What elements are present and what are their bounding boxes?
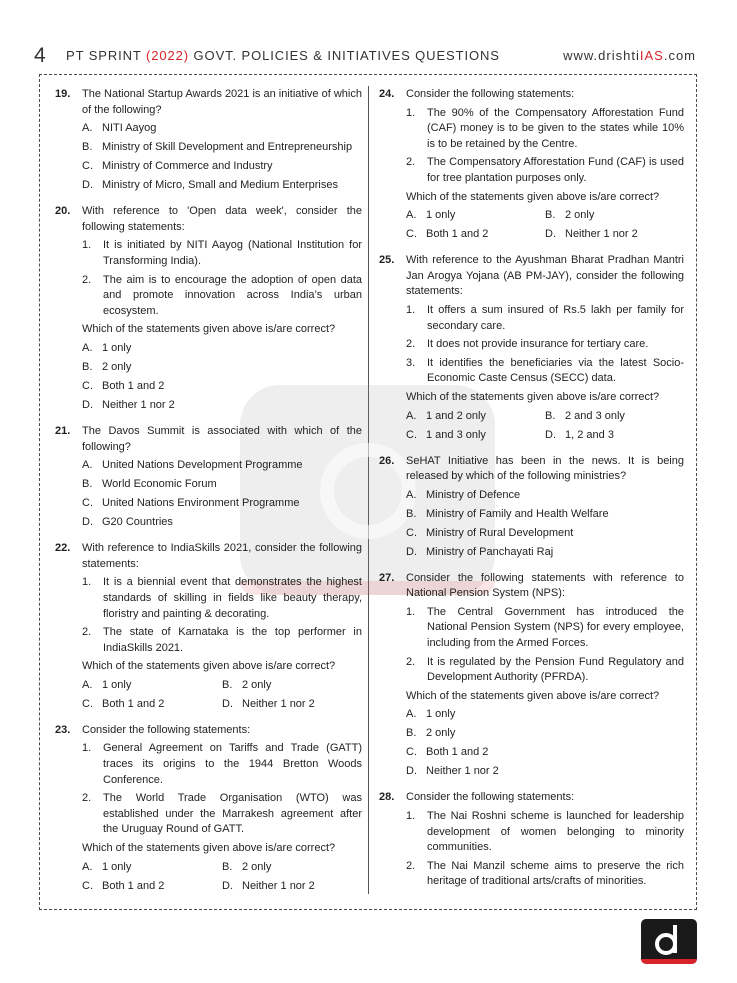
option-a[interactable]: A. Ministry of Defence	[406, 488, 521, 501]
option-c[interactable]: C. Both 1 and 2	[82, 697, 165, 710]
options-list	[82, 458, 362, 534]
option-b[interactable]: B. 2 only	[222, 860, 272, 873]
question-prompt: Which of the statements given above is/are correct?	[82, 660, 336, 673]
question-prompt: Which of the statements given above is/are correct?	[406, 390, 660, 403]
options-list	[406, 409, 684, 447]
statement-2: 2. The state of Karnataka is the top performer in IndiaSkills 2021.	[82, 626, 362, 654]
question-number: 23.	[55, 723, 71, 736]
option-c[interactable]: C. United Nations Environment Programme	[82, 497, 300, 510]
statement-2: 2. The World Trade Organisation (WTO) was established under the Marrakesh agreement after the Uruguay Round of GATT.	[82, 792, 362, 836]
question-prompt: Which of the statements given above is/are correct?	[406, 689, 660, 702]
question-21	[55, 424, 362, 534]
question-number: 21.	[55, 424, 71, 437]
statement-3: 3. It identifies the beneficiaries via the latest Socio-Economic Caste Census (SECC) data.	[406, 356, 684, 385]
option-c[interactable]: C. Both 1 and 2	[406, 746, 489, 759]
column-divider	[368, 86, 369, 894]
option-a[interactable]: A. NITI Aayog	[82, 122, 157, 135]
statement-1: 1. The 90% of the Compensatory Afforestation Fund (CAF) money is to be given to the states while 10% is to be retained by the Centre.	[406, 106, 684, 150]
question-stem: The National Startup Awards 2021 is an initiative of which of the following?	[82, 88, 362, 116]
question-22	[55, 541, 362, 716]
option-d[interactable]: D. Ministry of Micro, Small and Medium Enterprises	[82, 179, 338, 192]
title-year: (2022)	[146, 48, 190, 63]
question-stem: The Davos Summit is associated with which of the following?	[82, 424, 362, 453]
option-c[interactable]: C. 1 and 3 only	[406, 428, 486, 441]
statement-1: 1. It is initiated by NITI Aayog (National Institution for Transforming India).	[82, 239, 362, 267]
option-b[interactable]: B. 2 only	[222, 678, 272, 691]
question-number: 28.	[379, 791, 395, 804]
question-number: 26.	[379, 454, 395, 467]
option-b[interactable]: B. Ministry of Skill Development and Entrepreneurship	[82, 141, 353, 154]
question-23	[55, 723, 362, 898]
statement-2: 2. The Compensatory Afforestation Fund (CAF) is used for tree plantation purposes only.	[406, 156, 684, 184]
option-a[interactable]: A. 1 only	[406, 209, 456, 222]
option-a[interactable]: A. 1 only	[82, 860, 132, 873]
page-header	[34, 40, 702, 68]
option-b[interactable]: B. 2 only	[82, 360, 132, 373]
options-list	[82, 341, 362, 417]
statement-2: 2. It is regulated by the Pension Fund Regulatory and Development Authority (PFRDA).	[406, 655, 684, 684]
question-number: 25.	[379, 254, 395, 267]
drishti-d-logo-icon	[641, 919, 697, 964]
question-prompt: Which of the statements given above is/are correct?	[406, 190, 660, 203]
option-c[interactable]: C. Ministry of Commerce and Industry	[82, 160, 273, 173]
options-list	[82, 860, 362, 898]
option-d[interactable]: D. 1, 2 and 3	[545, 428, 614, 441]
statement-1: 1. It offers a sum insured of Rs.5 lakh per family for secondary care.	[406, 303, 684, 332]
option-a[interactable]: A. 1 and 2 only	[406, 409, 486, 422]
option-c[interactable]: C. Both 1 and 2	[82, 379, 165, 392]
question-25	[379, 253, 684, 446]
question-number: 27.	[379, 571, 395, 584]
option-b[interactable]: B. 2 and 3 only	[545, 409, 625, 422]
option-b[interactable]: B. Ministry of Family and Health Welfare	[406, 507, 609, 520]
left-column	[55, 87, 362, 905]
option-a[interactable]: A. United Nations Development Programme	[82, 459, 303, 472]
question-19	[55, 87, 362, 197]
question-stem: With reference to the Ayushman Bharat Pradhan Mantri Jan Arogya Yojana (AB PM-JAY), consider the following statements:	[406, 254, 684, 298]
option-b[interactable]: B. World Economic Forum	[82, 478, 217, 491]
option-d[interactable]: D. Neither 1 nor 2	[222, 879, 315, 892]
question-prompt: Which of the statements given above is/are correct?	[82, 323, 336, 336]
question-24	[379, 87, 684, 246]
options-list	[406, 488, 684, 564]
options-list	[82, 121, 362, 197]
option-a[interactable]: A. 1 only	[406, 708, 456, 721]
question-number: 20.	[55, 205, 71, 218]
option-c[interactable]: C. Both 1 and 2	[406, 228, 489, 241]
question-stem: Consider the following statements:	[406, 791, 575, 804]
option-d[interactable]: D. Neither 1 nor 2	[222, 697, 315, 710]
question-stem: Consider the following statements:	[406, 88, 575, 100]
option-c[interactable]: C. Both 1 and 2	[82, 879, 165, 892]
option-d[interactable]: D. Neither 1 nor 2	[406, 765, 499, 778]
option-d[interactable]: D. Neither 1 nor 2	[82, 398, 175, 411]
option-a[interactable]: A. 1 only	[82, 678, 132, 691]
page-title: PT SPRINT (2022) GOVT. POLICIES & INITIATIVES QUESTIONS	[66, 48, 500, 63]
option-d[interactable]: D. G20 Countries	[82, 516, 173, 529]
question-number: 19.	[55, 88, 71, 100]
right-column	[379, 87, 684, 897]
question-stem: With reference to 'Open data week', consider the following statements:	[82, 205, 362, 233]
statement-1: 1. The Central Government has introduced the National Pension System (NPS) for every employee, including from the Armed Forces.	[406, 605, 684, 650]
option-d[interactable]: D. Ministry of Panchayati Raj	[406, 545, 554, 558]
question-stem: SeHAT Initiative has been in the news. It is being released by which of the following ministries?	[406, 454, 684, 483]
statement-2: 2. The Nai Manzil scheme aims to preserve the rich heritage of traditional arts/crafts of minorities.	[406, 859, 684, 888]
question-stem: Consider the following statements with reference to National Pension System (NPS):	[406, 571, 684, 600]
statement-1: 1. It is a biennial event that demonstrates the highest standards of skilling in fields like beauty therapy, floristry and painting & decorating.	[82, 576, 362, 620]
option-b[interactable]: B. 2 only	[545, 209, 595, 222]
option-a[interactable]: A. 1 only	[82, 341, 132, 354]
statement-1: 1. The Nai Roshni scheme is launched for leadership development of women belonging to minority communities.	[406, 810, 684, 854]
question-stem: Consider the following statements:	[82, 723, 251, 736]
page-number: 4	[34, 44, 46, 67]
statement-2: 2. The aim is to encourage the adoption of open data and promote innovation across India’s urban ecosystem.	[82, 273, 362, 317]
options-list	[406, 707, 684, 783]
options-list	[406, 208, 684, 246]
question-27	[379, 571, 684, 784]
question-stem: With reference to IndiaSkills 2021, consider the following statements:	[82, 542, 362, 570]
statement-1: 1. General Agreement on Tariffs and Trade (GATT) traces its origins to the 1944 Bretton Woods Conference.	[82, 742, 362, 786]
option-b[interactable]: B. 2 only	[406, 727, 456, 740]
question-26	[379, 454, 684, 564]
question-number: 22.	[55, 542, 71, 555]
website-link[interactable]: www.drishtiIAS.com	[563, 48, 696, 63]
option-c[interactable]: C. Ministry of Rural Development	[406, 526, 574, 539]
statement-2: 2. It does not provide insurance for tertiary care.	[406, 338, 649, 351]
question-prompt: Which of the statements given above is/are correct?	[82, 842, 336, 855]
question-20	[55, 204, 362, 417]
option-d[interactable]: D. Neither 1 nor 2	[545, 228, 638, 241]
question-number: 24.	[379, 88, 395, 100]
options-list	[82, 678, 362, 716]
question-28	[379, 790, 684, 890]
